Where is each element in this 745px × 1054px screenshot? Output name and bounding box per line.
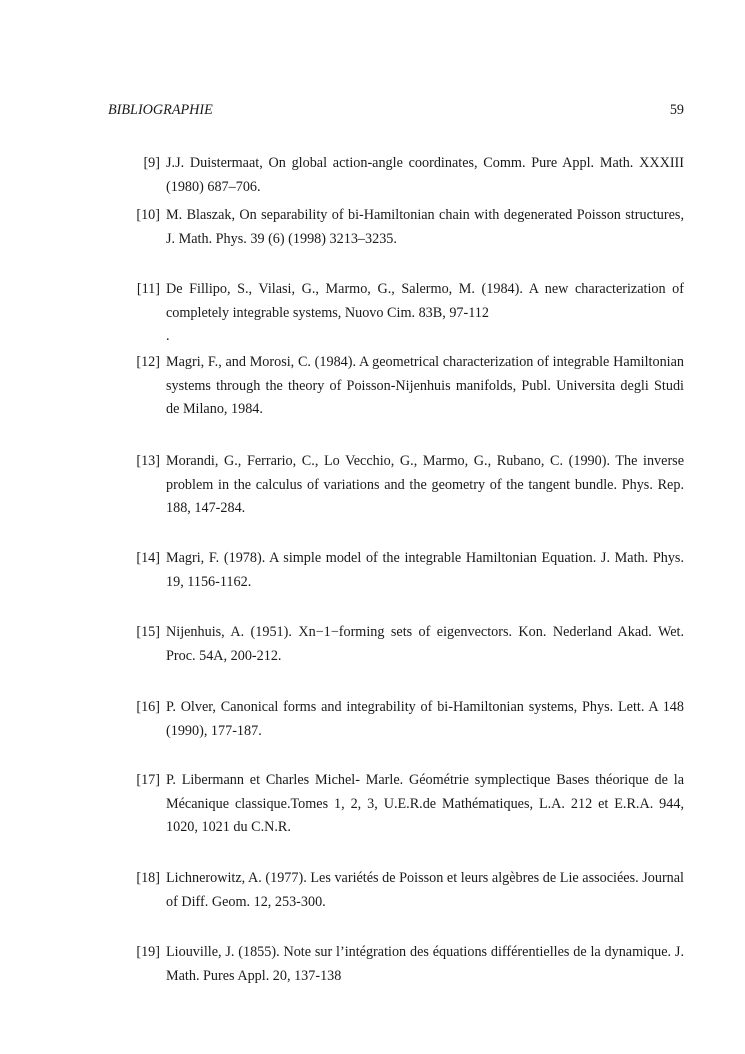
reference-number: [18] — [136, 870, 160, 886]
reference-entry — [108, 152, 684, 199]
reference-number: [15] — [136, 624, 160, 640]
reference-number: [10] — [136, 207, 160, 223]
reference-entry — [108, 621, 684, 668]
reference-number: [13] — [136, 453, 160, 469]
reference-text: Magri, F., and Morosi, C. (1984). A geometrical characterization of integrable Hamiltonian systems through the theory of Poisson-Nijenhuis manifolds, Publ. Universita degli Studi de Milano, 1984. — [166, 354, 684, 418]
reference-entry — [108, 204, 684, 251]
reference-entry — [108, 941, 684, 988]
reference-text: Liouville, J. (1855). Note sur l’intégration des équations différentielles de la dynamique. J. Math. Pures Appl. 20, 137-138 — [166, 944, 684, 984]
reference-number: [11] — [136, 281, 160, 297]
reference-number: [14] — [136, 550, 160, 566]
reference-text: Lichnerowitz, A. (1977). Les variétés de Poisson et leurs algèbres de Lie associées. Journal of Diff. Geom. 12, 253-300. — [166, 870, 684, 910]
reference-entry — [108, 769, 684, 840]
reference-text: Magri, F. (1978). A simple model of the integrable Hamiltonian Equation. J. Math. Phys. 19, 1156-1162. — [166, 550, 684, 590]
reference-entry — [108, 351, 684, 422]
reference-number: [16] — [136, 699, 160, 715]
reference-text: Nijenhuis, A. (1951). Xn−1−forming sets of eigenvectors. Kon. Nederland Akad. Wet. Proc. 54A, 200-212. — [166, 624, 684, 664]
page-number: 59 — [669, 102, 684, 118]
reference-number: [12] — [136, 354, 160, 370]
reference-entry — [108, 547, 684, 594]
reference-entry — [108, 450, 684, 521]
reference-number: [19] — [136, 944, 160, 960]
reference-text: Morandi, G., Ferrario, C., Lo Vecchio, G., Marmo, G., Rubano, C. (1990). The inverse problem in the calculus of variations and the geometry of the tangent bundle. Phys. Rep. 188, 147-284. — [166, 453, 684, 517]
reference-text: M. Blaszak, On separability of bi-Hamiltonian chain with degenerated Poisson structures, J. Math. Phys. 39 (6) (1998) 3213–3235. — [166, 207, 684, 247]
reference-number: [17] — [136, 772, 160, 788]
reference-number: [9] — [143, 155, 160, 171]
reference-trailing-dot: . — [166, 328, 170, 345]
reference-entry — [108, 278, 684, 349]
reference-entry — [108, 867, 684, 914]
reference-text: P. Libermann et Charles Michel- Marle. Géométrie symplectique Bases théorique de la Mécanique classique.Tomes 1, 2, 3, U.E.R.de Mathématiques, L.A. 212 et E.R.A. 944, 1020, 1021 du C.N.R. — [166, 772, 684, 836]
reference-text: P. Olver, Canonical forms and integrability of bi-Hamiltonian systems, Phys. Lett. A 148 (1990), 177-187. — [166, 699, 684, 739]
reference-text: J.J. Duistermaat, On global action-angle coordinates, Comm. Pure Appl. Math. XXXIII (1980) 687–706. — [166, 155, 684, 195]
reference-text: De Fillipo, S., Vilasi, G., Marmo, G., Salermo, M. (1984). A new characterization of completely integrable systems, Nuovo Cim. 83B, 97-112 — [166, 281, 684, 321]
chapter-title: BIBLIOGRAPHIE — [108, 102, 213, 118]
reference-entry — [108, 696, 684, 743]
